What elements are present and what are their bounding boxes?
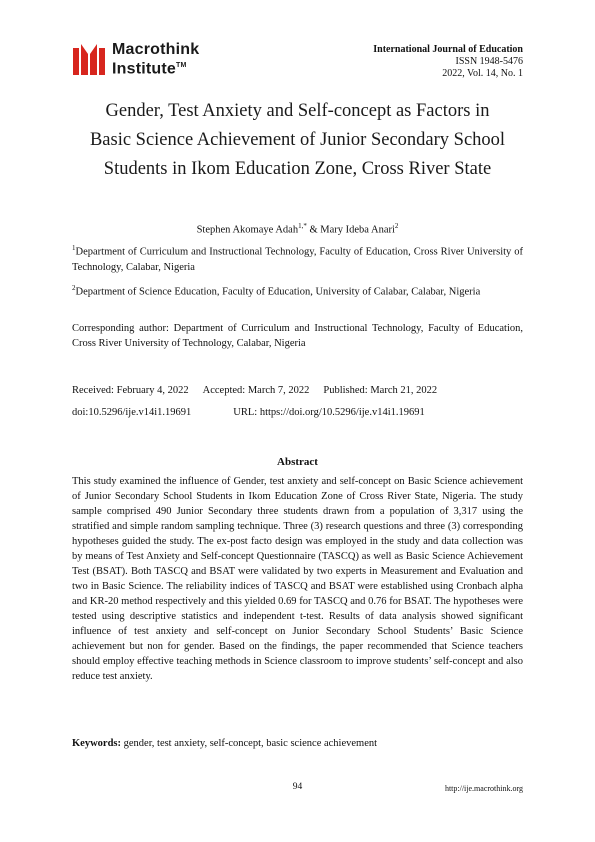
paper-title xyxy=(60,97,535,184)
received-date: Received: February 4, 2022 xyxy=(72,385,189,396)
author-2-affiliation: 2 xyxy=(394,222,399,230)
journal-volume: 2022, Vol. 14, No. 1 xyxy=(442,68,523,79)
macrothink-logo-icon xyxy=(72,42,108,76)
journal-name: International Journal of Education xyxy=(373,44,523,55)
title-line-3: Students in Ikom Education Zone, Cross River State xyxy=(103,159,492,179)
author-list xyxy=(72,222,523,236)
keywords-label: Keywords: xyxy=(72,738,121,749)
page-number: 94 xyxy=(292,782,303,792)
accepted-date: Accepted: March 7, 2022 xyxy=(202,385,310,396)
logo-trademark: TM xyxy=(176,62,187,69)
journal-issn: ISSN 1948-5476 xyxy=(455,56,523,67)
publication-dates xyxy=(72,385,451,396)
publisher-logo xyxy=(72,42,199,76)
journal-info xyxy=(373,44,523,80)
doi-url-link[interactable]: URL: https://doi.org/10.5296/ije.v14i1.19691 xyxy=(233,407,425,418)
author-separator: & xyxy=(306,224,321,236)
title-line-2: Basic Science Achievement of Junior Secondary School xyxy=(89,130,506,150)
affiliation-1-marker: 1 xyxy=(72,244,76,252)
title-line-1: Gender, Test Anxiety and Self-concept as Factors in xyxy=(105,101,490,121)
author-2: Mary Ideba Anari xyxy=(320,224,395,236)
abstract-heading: Abstract xyxy=(277,456,318,468)
published-date: Published: March 21, 2022 xyxy=(323,385,438,396)
affiliation-2-text: Department of Science Education, Faculty of Education, University of Calabar, Calabar, Nigeria xyxy=(75,286,481,298)
affiliation-1 xyxy=(72,241,523,275)
keywords xyxy=(72,738,377,749)
keywords-list: gender, test anxiety, self-concept, basic science achievement xyxy=(121,738,378,749)
author-1-affiliation: 1,* xyxy=(298,222,307,230)
affiliation-2 xyxy=(72,281,523,300)
affiliation-1-text: Department of Curriculum and Instructional Technology, Faculty of Education, Cross River University of Technology, Calabar, Nigeria xyxy=(72,246,523,273)
corresponding-author: Corresponding author: Department of Curriculum and Instructional Technology, Faculty of Education, Cross River University of Technology, Calabar, Nigeria xyxy=(72,323,523,349)
affiliation-2-marker: 2 xyxy=(72,284,76,292)
doi-line xyxy=(72,407,425,418)
author-1: Stephen Akomaye Adah xyxy=(196,224,299,236)
journal-website-link[interactable]: http://ije.macrothink.org xyxy=(444,784,523,793)
abstract-text: This study examined the influence of Gender, test anxiety and self-concept on Basic Science achievement of Junior Secondary School Students in Ikom Education Zone of Cross River State, Nigeria. The study sample comprised 490 Junior Secondary three students drawn from a population of 3,317 using the stratified and simple random sampling technique. Three (3) research questions and three (3) corresponding hypotheses guided the study. The ex-post facto design was employed in the study and data collection was by means of Test Anxiety and Self-concept Questionnaire (TASCQ) as well as Basic Science Achievement Test (BSAT). Both TASCQ and BSAT were validated by two experts in Measurement and Evaluation and two in Basic Science. The reliability indices of TASCQ and BSAT were established using Cronbach alpha and KR-20 method respectively and this yielded 0.69 for TASCQ and 0.76 for BSAT. The hypotheses were tested using descriptive statistics and independent t-test. Results of data analysis showed significant influence of test anxiety and self-concept on Junior Secondary School Students’ Basic Science achievement but non for gender. Based on the findings, the paper recommended that Science teachers should employ effective teaching methods in Science classroom to improve students’ self-concept and also reduce test anxiety. xyxy=(72,476,523,682)
doi: doi:10.5296/ije.v14i1.19691 xyxy=(72,407,192,418)
logo-text-institute: Institute xyxy=(112,60,177,78)
logo-text-macrothink: Macrothink xyxy=(112,41,200,58)
